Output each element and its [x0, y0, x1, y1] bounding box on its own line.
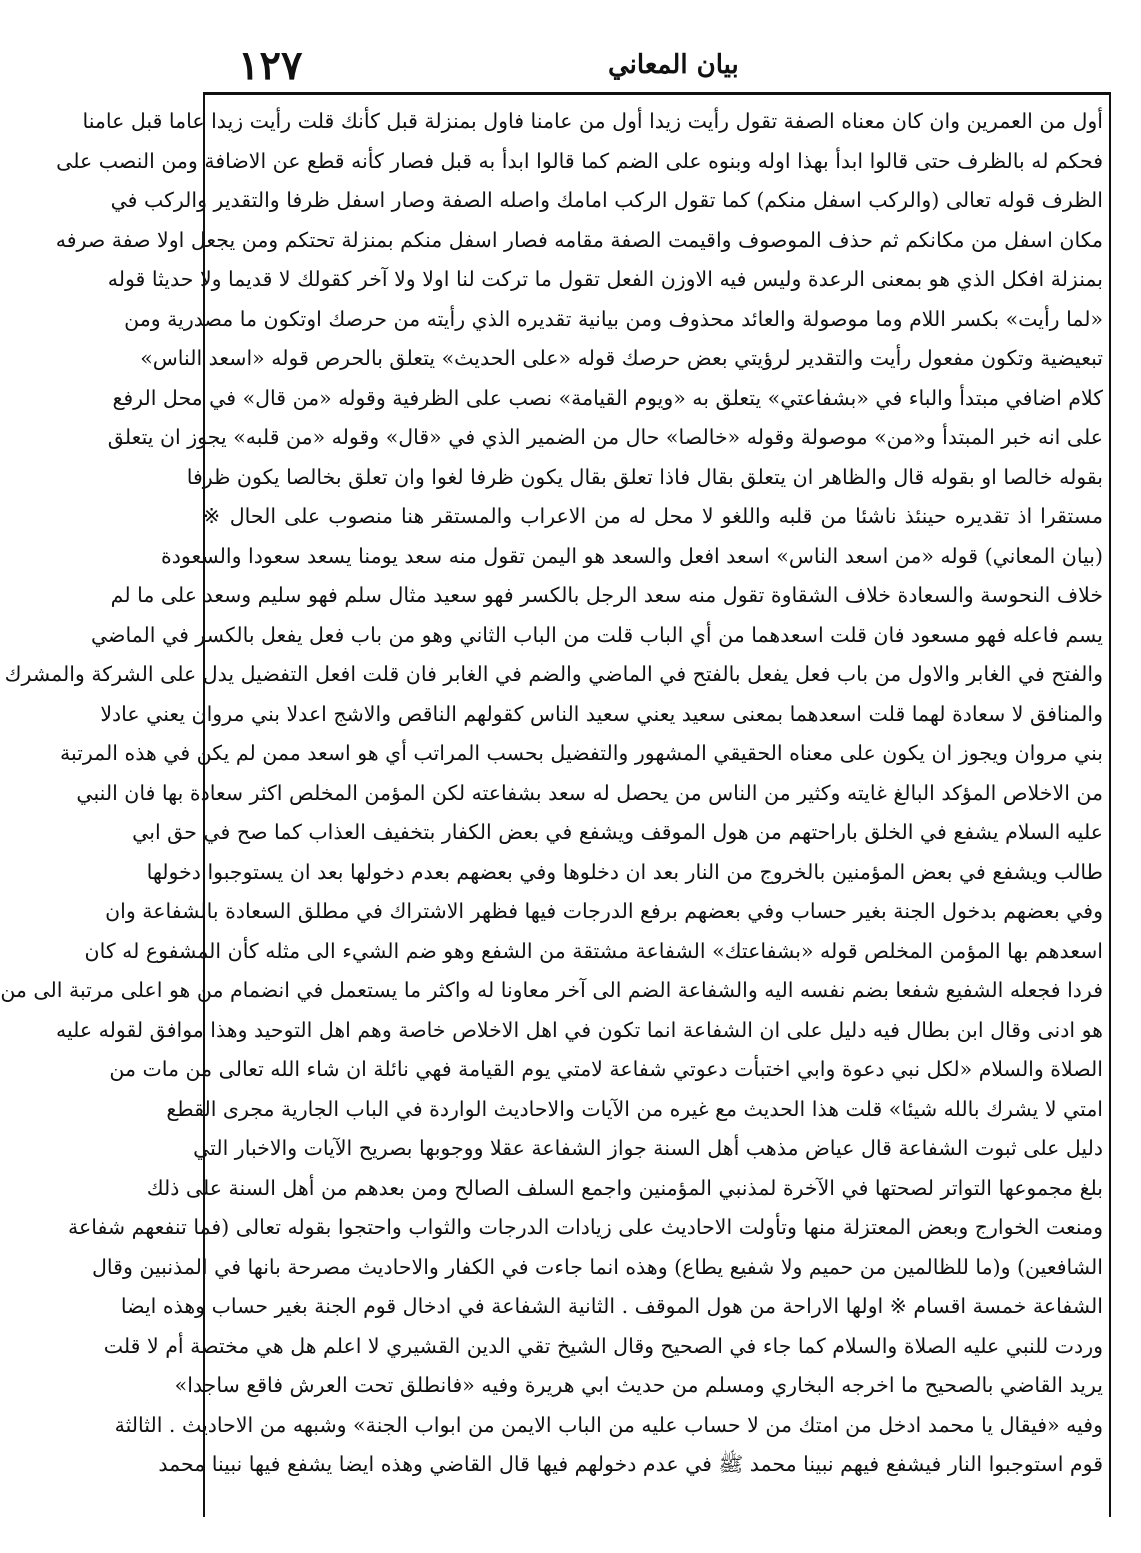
- text-line: وفيه «فيقال يا محمد ادخل من امتك من لا حساب عليه من الباب الايمن من ابواب الجنة» وشبهه من الاحاديث . الثالثة: [114, 1412, 1103, 1437]
- text-line: خلاف النحوسة والسعادة خلاف الشقاوة تقول منه سعد الرجل بالكسر فهو سعيد مثال سلم فهو سليم وسعد على ما لم: [110, 583, 1103, 607]
- text-line: بني مروان ويجوز ان يكون على معناه الحقيقي المشهور والتفضيل بحسب المراتب أي هو اسعد ممن لم يكن في هذه المرتبة: [59, 741, 1103, 765]
- text-line: طالب ويشفع في بعض المؤمنين بالخروج من النار بعد ان دخلوها وفي بعضهم بعدم دخولها بعد ان يستوجبوا دخولها: [146, 859, 1103, 884]
- text-line: عليه السلام يشفع في الخلق باراحتهم من هول الموقف ويشفع في بعض الكفار بتخفيف العذاب كما صح في حق ابي: [132, 820, 1103, 844]
- text-line: مكان اسفل من مكانكم ثم حذف الموصوف واقيمت الصفة مقامه فصار اسفل منكم بمنزلة تحتكم ومن يجعل اولا صفة صرفه: [55, 227, 1103, 252]
- text-line: دليل على ثبوت الشفاعة قال عياض مذهب أهل السنة جواز الشفاعة عقلا ووجوبها بصريح الآيات والاخبار التي: [193, 1136, 1103, 1160]
- running-head: بيان المعاني: [608, 50, 739, 80]
- text-line: مستقرا اذ تقديره حينئذ ناشئا من قلبه واللغو لا محل له من الاعراب والمستقر هنا منصوب على الحال ※: [203, 504, 1104, 528]
- body-text: [0, 102, 1104, 1485]
- text-line: وردت للنبي عليه الصلاة والسلام كما جاء في الصحيح وقال الشيخ تقي الدين القشيري لا اعلم هل هي مختصة أم لا قلت: [103, 1333, 1103, 1358]
- text-line: والفتح في الغابر والاول من باب فعل يفعل بالفتح في الماضي والضم في الغابر فان قلت افعل التفضيل يدل على الشركة والمشرك: [4, 662, 1103, 686]
- text-line: (بيان المعاني) قوله «من اسعد الناس» اسعد افعل والسعد هو اليمن تقول منه سعد يومنا يسعد سعودا والسعودة: [161, 543, 1103, 568]
- text-line: ومنعت الخوارج وبعض المعتزلة منها وتأولت الاحاديث على زيادات الدرجات والثواب واحتجوا بقوله تعالى (فما تنفعهم شفاعة: [68, 1215, 1103, 1239]
- text-line: كلام اضافي مبتدأ والباء في «بشفاعتي» يتعلق به «ويوم القيامة» نصب على الظرفية وقوله «من قال» في محل الرفع: [112, 385, 1103, 410]
- text-line: على انه خبر المبتدأ و«من» موصولة وقوله «خالصا» حال من الضمير الذي في «قال» وقوله «من قلبه» يجوز ان يتعلق: [107, 425, 1103, 449]
- text-line: قوم استوجبوا النار فيشفع فيهم نبينا محمد ﷺ في عدم دخولهم فيها قال القاضي وهذه ايضا يشفع فيها نبينا محمد: [158, 1452, 1103, 1476]
- text-line: «لما رأيت» بكسر اللام وما موصولة والعائد محذوف ومن بيانية تقديره الذي رأيته من حرصك اوتكون ما مصدرية ومن: [124, 306, 1103, 331]
- text-line: وفي بعضهم بدخول الجنة بغير حساب وفي بعضهم برفع الدرجات فيها فظهر الاشتراك في مطلق السعادة بالشفاعة وان: [105, 899, 1103, 923]
- page-header: [178, 30, 1083, 88]
- text-line: يريد القاضي بالصحيح ما اخرجه البخاري ومسلم من حديث ابي هريرة وفيه «فانطلق تحت العرش فاقع ساجدا»: [174, 1373, 1103, 1397]
- text-line: بمنزلة افكل الذي هو بمعنى الرعدة وليس فيه الاوزن الفعل تقول ما تركت لنا اولا ولا آخر كقولك لا قديما ولا حديثا قوله: [107, 267, 1103, 291]
- text-line: فردا فجعله الشفيع شفعا بضم نفسه اليه والشفاعة الضم الى آخر معاونا له واكثر ما يستعمل في انضمام من هو اعلى مرتبة الى من: [0, 978, 1103, 1002]
- text-line: هو ادنى وقال ابن بطال فيه دليل على ان الشفاعة انما تكون في اهل الاخلاص خاصة وهم اهل التوحيد وهذا موافق لقوله عليه: [55, 1017, 1103, 1042]
- text-line: تبعيضية وتكون مفعول رأيت والتقدير لرؤيتي بعض حرصك قوله «على الحديث» يتعلق بالحرص قوله «اسعد الناس»: [140, 346, 1103, 370]
- text-line: بلغ مجموعها التواتر لصحتها في الآخرة لمذنبي المؤمنين واجمع السلف الصالح ومن بعدهم من أهل السنة على ذلك: [146, 1175, 1103, 1200]
- text-line: اسعدهم بها المؤمن المخلص قوله «بشفاعتك» الشفاعة مشتقة من الشفع وهو ضم الشيء الى مثله كأن المشفوع له كان: [84, 938, 1103, 963]
- text-line: أول من العمرين وان كان معناه الصفة تقول رأيت زيدا أول من عامنا فاول بمنزلة قبل كأنك قلت رأيت زيدا عاما قبل عامنا: [82, 109, 1103, 133]
- text-line: بقوله خالصا او بقوله قال والظاهر ان يتعلق بقال فاذا تعلق بقال يكون ظرفا لغوا وان تعلق بخالصا يكون ظرفا: [186, 464, 1103, 489]
- page-number: ١٢٧: [238, 42, 303, 89]
- text-line: والمنافق لا سعادة لهما قلت اسعدهما بمعنى سعيد يعني سعيد الناس كقولهم الناقص والاشج اعدلا بني مروان يعني عادلا: [100, 701, 1103, 726]
- text-line: الصلاة والسلام «لكل نبي دعوة وابي اختبأت دعوتي شفاعة لامتي يوم القيامة فهي نائلة ان شاء الله تعالى من مات من: [109, 1057, 1103, 1081]
- text-line: يسم فاعله فهو مسعود فان قلت اسعدهما من أي الباب قلت من الباب الثاني وهو من باب فعل يفعل بالكسر في الماضي: [90, 622, 1103, 647]
- text-line: فحكم له بالظرف حتى قالوا ابدأ بهذا اوله وبنوه على الضم كما قالوا ابدأ به قبل فصار كأنه قطع عن الاضافة ومن النصب على: [56, 148, 1103, 173]
- text-line: من الاخلاص المؤكد البالغ غايته وكثير من الناس من يحصل له سعد بشفاعته لكن المؤمن المخلص اكثر سعادة بها فان النبي: [76, 780, 1103, 805]
- text-line: امتي لا يشرك بالله شيئا» قلت هذا الحديث مع غيره من الآيات والاحاديث الواردة في الباب الجارية مجرى القطع: [166, 1096, 1103, 1121]
- text-line: الشافعين) و(ما للظالمين من حميم ولا شفيع يطاع) وهذه انما جاءت في الكفار والاحاديث مصرحة بانها في المذنبين وقال: [92, 1254, 1103, 1279]
- text-line: الشفاعة خمسة اقسام ※ اولها الاراحة من هول الموقف . الثانية الشفاعة في ادخال قوم الجنة بغير حساب وهذه ايضا: [120, 1294, 1103, 1318]
- text-line: الظرف قوله تعالى (والركب اسفل منكم) كما تقول الركب امامك واصله الصفة وصار اسفل ظرفا والتقدير والركب في: [110, 188, 1103, 212]
